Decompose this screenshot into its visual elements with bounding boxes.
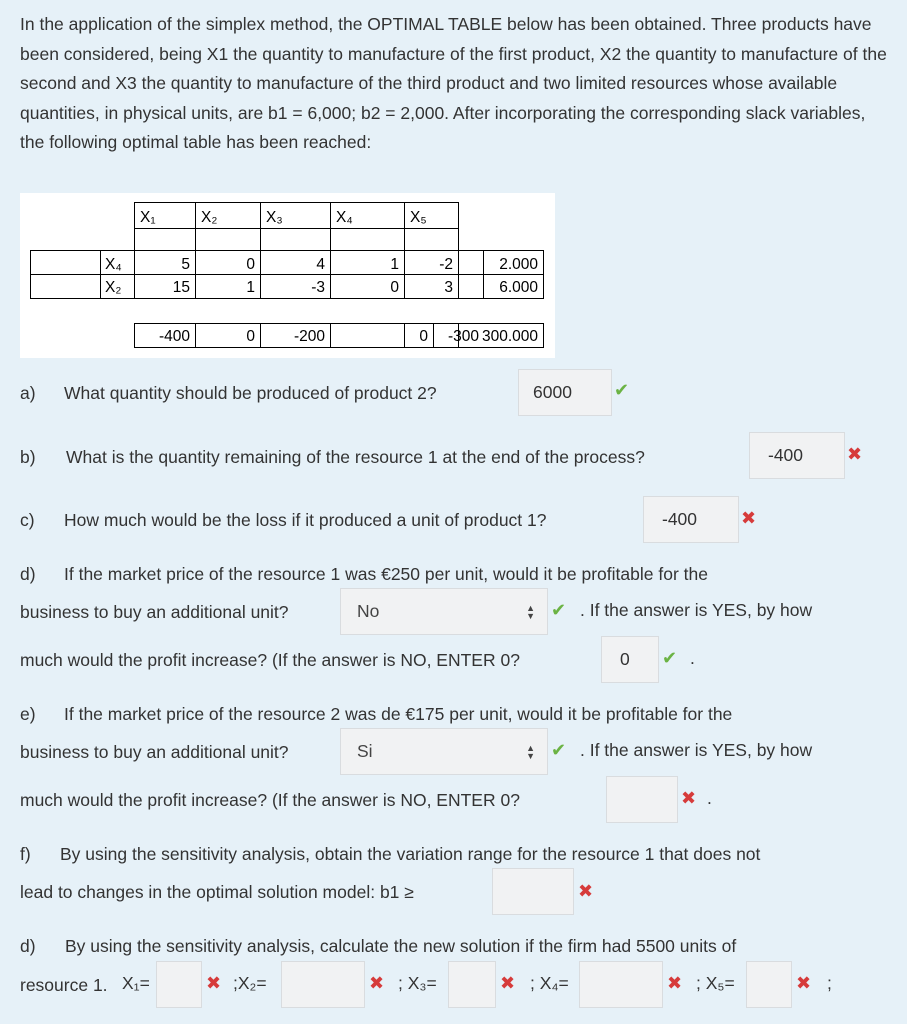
check-icon: ✔ (551, 600, 567, 620)
question-f-line1 (20, 842, 761, 866)
question-e-text3: much would the profit increase? (If the answer is NO, ENTER 0? (20, 790, 520, 810)
answer-d-input[interactable]: 0 (601, 636, 659, 683)
updown-arrows-icon: ▲ ▼ (526, 742, 535, 761)
question-g-letter: d) (20, 936, 36, 956)
question-e-text2: business to buy an additional unit? (20, 742, 289, 762)
answer-d-select-value: No (357, 601, 380, 621)
question-f-text2: lead to changes in the optimal solution model: b1 ≥ (20, 882, 414, 902)
answer-x5-input[interactable] (746, 961, 792, 1008)
zrow-x3: -200 (293, 328, 325, 345)
cell-r1-x5: -2 (439, 256, 453, 273)
cross-icon: ✖ (206, 973, 222, 993)
question-d-letter: d) (20, 564, 36, 584)
updown-arrows-icon: ▲ ▼ (526, 602, 535, 621)
question-b (20, 445, 645, 469)
question-f-letter: f) (20, 844, 31, 864)
cross-icon: ✖ (847, 444, 863, 464)
cross-icon: ✖ (500, 973, 516, 993)
header-x5: X₅ (410, 209, 427, 226)
check-icon: ✔ (614, 380, 630, 400)
answer-b-input[interactable]: -400 (749, 432, 845, 479)
basis-row2: X₂ (105, 279, 122, 296)
question-e-letter: e) (20, 704, 36, 724)
question-c-letter: c) (20, 510, 35, 530)
question-g-end: ; (827, 973, 832, 993)
header-x1: X₁ (140, 209, 156, 226)
question-d-end: . (690, 648, 695, 668)
question-e-after: . If the answer is YES, by how (580, 740, 813, 760)
cell-r1-x4: 1 (390, 256, 399, 273)
question-f-text1: By using the sensitivity analysis, obtain the variation range for the resource 1 that does not (60, 844, 761, 864)
cross-icon: ✖ (369, 973, 385, 993)
question-d-after: . If the answer is YES, by how (580, 600, 813, 620)
cross-icon: ✖ (796, 973, 812, 993)
header-x4: X₄ (336, 209, 353, 226)
cell-r1-x3: 4 (316, 256, 325, 273)
question-a (20, 381, 437, 405)
answer-a-input[interactable]: 6000 (518, 369, 612, 416)
cell-r2-x4: 0 (390, 279, 399, 296)
question-e-text1: If the market price of the resource 2 was de €175 per unit, would it be profitable for the (64, 704, 733, 724)
cell-r2-x5: 3 (444, 279, 453, 296)
label-x5: ; X₅= (696, 973, 735, 993)
cell-r2-x2: 1 (246, 279, 255, 296)
basis-row1: X₄ (105, 256, 122, 273)
cell-r2-x1: 15 (172, 279, 190, 296)
check-icon: ✔ (662, 648, 678, 668)
cell-r2-rhs: 6.000 (499, 279, 538, 296)
zrow-x1: -400 (158, 328, 190, 345)
question-g-line1 (20, 934, 737, 958)
answer-c-input[interactable]: -400 (643, 496, 739, 543)
zrow-x2: 0 (246, 328, 255, 345)
cell-r1-x2: 0 (246, 256, 255, 273)
check-icon: ✔ (551, 740, 567, 760)
question-b-letter: b) (20, 447, 36, 467)
question-g-text2: resource 1. (20, 975, 108, 995)
answer-x3-input[interactable] (448, 961, 496, 1008)
question-d-text1: If the market price of the resource 1 was €250 per unit, would it be profitable for the (64, 564, 708, 584)
cross-icon: ✖ (681, 788, 697, 808)
cell-r1-x1: 5 (181, 256, 190, 273)
answer-x2-input[interactable] (281, 961, 365, 1008)
answer-f-input[interactable] (492, 868, 574, 915)
label-x2: ;X₂= (233, 973, 267, 993)
label-x1: X₁= (122, 973, 150, 993)
question-b-text: What is the quantity remaining of the resource 1 at the end of the process? (66, 447, 645, 467)
question-d-line1 (20, 562, 708, 586)
answer-e-select[interactable] (340, 728, 548, 775)
answer-x1-input[interactable] (156, 961, 202, 1008)
question-e-line1 (20, 702, 733, 726)
question-a-text: What quantity should be produced of product 2? (64, 383, 437, 403)
zrow-x5: -300 (447, 328, 479, 345)
optimal-simplex-table (20, 193, 555, 358)
answer-x4-input[interactable] (579, 961, 663, 1008)
question-c-text: How much would be the loss if it produced a unit of product 1? (64, 510, 547, 530)
zrow-x4: 0 (419, 328, 428, 345)
answer-d-select[interactable] (340, 588, 548, 635)
label-x4: ; X₄= (530, 973, 569, 993)
cell-r1-rhs: 2.000 (499, 256, 538, 273)
question-a-letter: a) (20, 383, 36, 403)
header-x3: X₃ (266, 209, 283, 226)
question-e-end: . (707, 788, 712, 808)
answer-e-input[interactable] (606, 776, 678, 823)
problem-statement: In the application of the simplex method, the OPTIMAL TABLE below has been obtained. Three products have been considered, being X1 the quantity to manufacture of the first product, X2 the quantity to manufacture of the second and X3 the quantity to manufacture of the third product and two limited resources whose available quantities, in physical units, are b1 = 6,000; b2 = 2,000. After incorporating the corresponding slack variables, the following optimal table has been reached: (20, 14, 887, 153)
answer-e-select-value: Si (357, 741, 373, 761)
label-x3: ; X₃= (398, 973, 437, 993)
header-x2: X₂ (201, 209, 218, 226)
zrow-rhs: 300.000 (481, 328, 538, 345)
question-c (20, 508, 547, 532)
cross-icon: ✖ (741, 508, 757, 528)
question-g-text1: By using the sensitivity analysis, calculate the new solution if the firm had 5500 units of (65, 936, 737, 956)
cell-r2-x3: -3 (311, 279, 325, 296)
question-d-text2: business to buy an additional unit? (20, 602, 289, 622)
cross-icon: ✖ (667, 973, 683, 993)
cross-icon: ✖ (578, 881, 594, 901)
question-d-text3: much would the profit increase? (If the answer is NO, ENTER 0? (20, 650, 520, 670)
